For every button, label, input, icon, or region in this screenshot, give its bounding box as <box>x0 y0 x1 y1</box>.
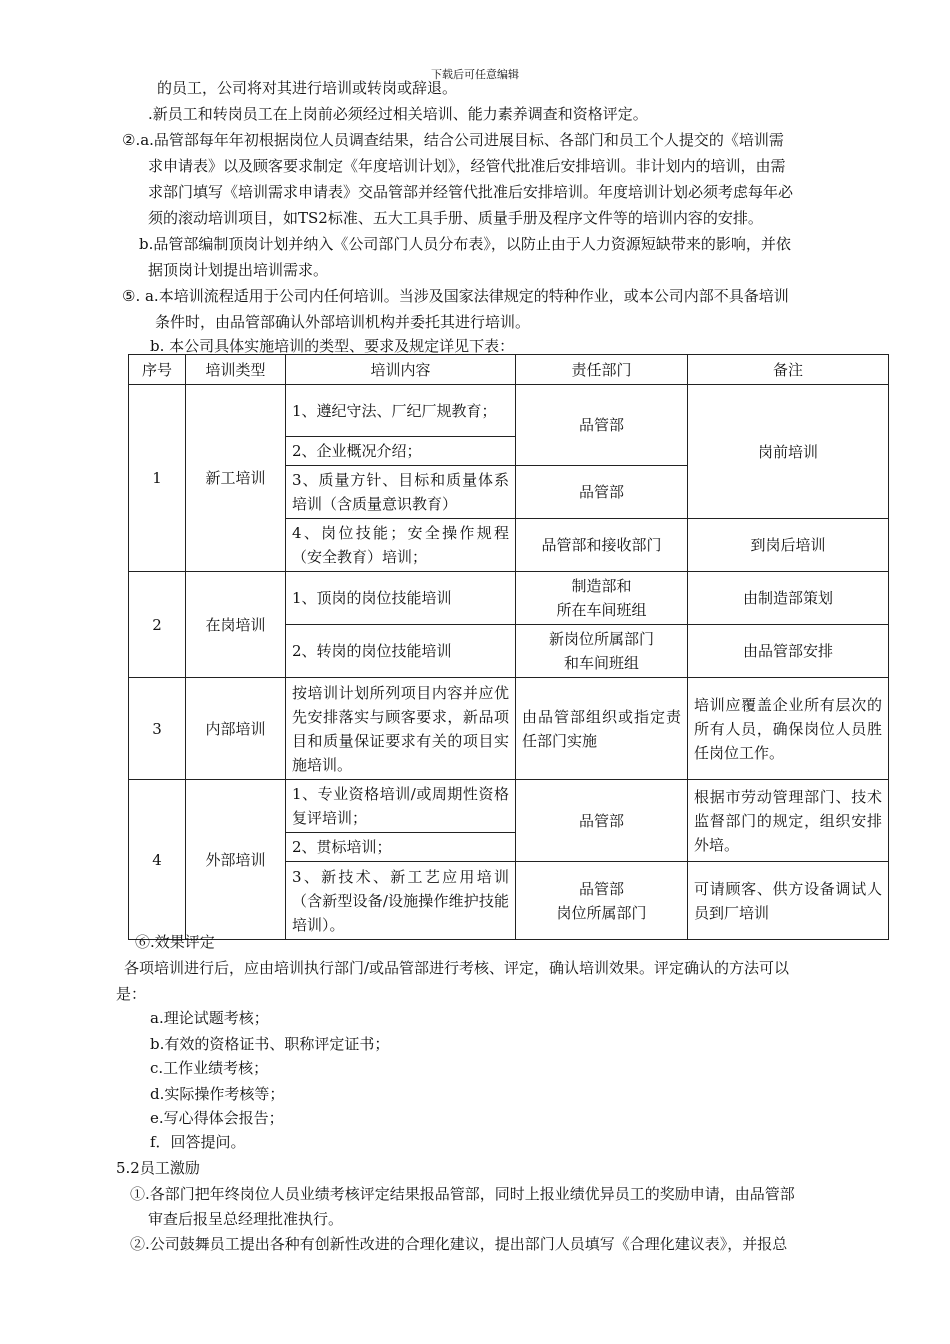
text-line: 审查后报呈总经理批准执行。 <box>148 1210 344 1228</box>
table-row <box>129 678 889 780</box>
dept-line: 制造部和 <box>571 577 632 595</box>
cell-content: 3、新技术、新工艺应用培训（含新型设备/设施操作维护技能培训）。 <box>286 862 516 940</box>
cell-dept: 品管部 <box>516 385 688 466</box>
text-line: b.有效的资格证书、职称评定证书； <box>150 1035 390 1053</box>
cell-content: 1、专业资格培训/或周期性资格复评培训； <box>286 780 516 833</box>
header-cell: 培训内容 <box>286 355 516 385</box>
cell-no: 3 <box>129 678 186 780</box>
training-table <box>128 354 889 940</box>
text-line: 据顶岗计划提出培训需求。 <box>148 261 329 279</box>
cell-dept: 品管部和接收部门 <box>516 519 688 572</box>
header-cell: 序号 <box>129 355 186 385</box>
cell-content: 2、转岗的岗位技能培训 <box>286 625 516 678</box>
dept-line: 和车间班组 <box>563 654 639 672</box>
table-row <box>129 780 889 833</box>
cell-note: 岗前培训 <box>688 385 889 519</box>
page-header: 下载后可任意编辑 <box>431 68 519 81</box>
cell-note: 可请顾客、供方设备调试人员到厂培训 <box>688 862 889 940</box>
cell-dept <box>516 625 688 678</box>
text-line: 的员工，公司将对其进行培训或转岗或辞退。 <box>157 79 458 97</box>
table-header-row <box>129 355 889 385</box>
text-line: ②.公司鼓舞员工提出各种有创新性改进的合理化建议，提出部门人员填写《合理化建议表》，并报总 <box>130 1235 788 1253</box>
dept-line: 岗位所属部门 <box>556 903 647 922</box>
cell-content: 2、企业概况介绍； <box>286 437 516 466</box>
cell-note: 根据市劳动管理部门、技术监督部门的规定，组织安排外培。 <box>688 780 889 862</box>
cell-dept: 由品管部组织或指定责任部门实施 <box>516 678 688 780</box>
cell-note: 由制造部策划 <box>688 572 889 625</box>
dept-line: 新岗位所属部门 <box>548 630 654 648</box>
cell-content: 3、质量方针、目标和质量体系培训（含质量意识教育） <box>286 466 516 519</box>
cell-content: 1、遵纪守法、厂纪厂规教育； <box>286 385 516 437</box>
table-row <box>129 572 889 625</box>
dept-line: 所在车间班组 <box>556 601 647 619</box>
text-line: ⑥.效果评定 <box>135 933 215 951</box>
text-line: b. 本公司具体实施培训的类型、要求及规定详见下表： <box>150 337 515 355</box>
text-line: 须的滚动培训项目，如TS2标准、五大工具手册、质量手册及程序文件等的培训内容的安排。 <box>148 209 763 227</box>
cell-no: 1 <box>129 385 186 572</box>
cell-content: 4、岗位技能；安全操作规程（安全教育）培训； <box>286 519 516 572</box>
section-heading: 5.2员工激励 <box>116 1159 200 1177</box>
text-line: c.工作业绩考核； <box>150 1059 269 1077</box>
dept-line: 品管部 <box>578 879 624 898</box>
text-line: 是： <box>116 985 147 1003</box>
text-line: 条件时，由品管部确认外部培训机构并委托其进行培训。 <box>155 313 531 331</box>
text-line: ①.各部门把年终岗位人员业绩考核评定结果报品管部，同时上报业绩优异员工的奖励申请，由品管部 <box>130 1185 795 1203</box>
text-line: 各项培训进行后，应由培训执行部门/或品管部进行考核、评定，确认培训效果。评定确认的方法可以 <box>124 959 790 977</box>
cell-note: 到岗后培训 <box>688 519 889 572</box>
text-line: .新员工和转岗员工在上岗前必须经过相关培训、能力素养调查和资格评定。 <box>148 105 648 123</box>
cell-content: 1、顶岗的岗位技能培训 <box>286 572 516 625</box>
cell-type: 内部培训 <box>186 678 286 780</box>
cell-dept <box>516 862 688 940</box>
cell-content: 按培训计划所列项目内容并应优先安排落实与顾客要求，新品项目和质量保证要求有关的项目实施培训。 <box>286 678 516 780</box>
header-cell: 培训类型 <box>186 355 286 385</box>
text-line: e.写心得体会报告； <box>150 1109 284 1127</box>
cell-no: 4 <box>129 780 186 940</box>
cell-dept <box>516 572 688 625</box>
text-line: ②.a.品管部每年年初根据岗位人员调查结果，结合公司进展目标、各部门和员工个人提交的《培训需 <box>122 131 784 149</box>
text-line: 求申请表》以及顾客要求制定《年度培训计划》，经管代批准后安排培训。非计划内的培训，由需 <box>148 157 786 175</box>
cell-dept: 品管部 <box>516 780 688 862</box>
text-line: ⑤. a.本培训流程适用于公司内任何培训。当涉及国家法律规定的特种作业，或本公司内部不具备培训 <box>122 287 789 305</box>
cell-type: 新工培训 <box>186 385 286 572</box>
cell-type: 外部培训 <box>186 780 286 940</box>
cell-no: 2 <box>129 572 186 678</box>
cell-dept: 品管部 <box>516 466 688 519</box>
cell-type: 在岗培训 <box>186 572 286 678</box>
header-cell: 责任部门 <box>516 355 688 385</box>
text-line: a.理论试题考核； <box>150 1009 269 1027</box>
cell-note: 由品管部安排 <box>688 625 889 678</box>
cell-content: 2、贯标培训； <box>286 833 516 862</box>
text-line: b.品管部编制顶岗计划并纳入《公司部门人员分布表》，以防止由于人力资源短缺带来的影响，并依 <box>139 235 791 253</box>
text-line: 求部门填写《培训需求申请表》交品管部并经管代批准后安排培训。年度培训计划必须考虑每年必 <box>148 183 794 201</box>
table-row <box>129 385 889 437</box>
header-cell: 备注 <box>688 355 889 385</box>
text-line: f．回答提问。 <box>150 1133 246 1151</box>
text-line: d.实际操作考核等； <box>150 1085 285 1103</box>
cell-note: 培训应覆盖企业所有层次的所有人员，确保岗位人员胜任岗位工作。 <box>688 678 889 780</box>
